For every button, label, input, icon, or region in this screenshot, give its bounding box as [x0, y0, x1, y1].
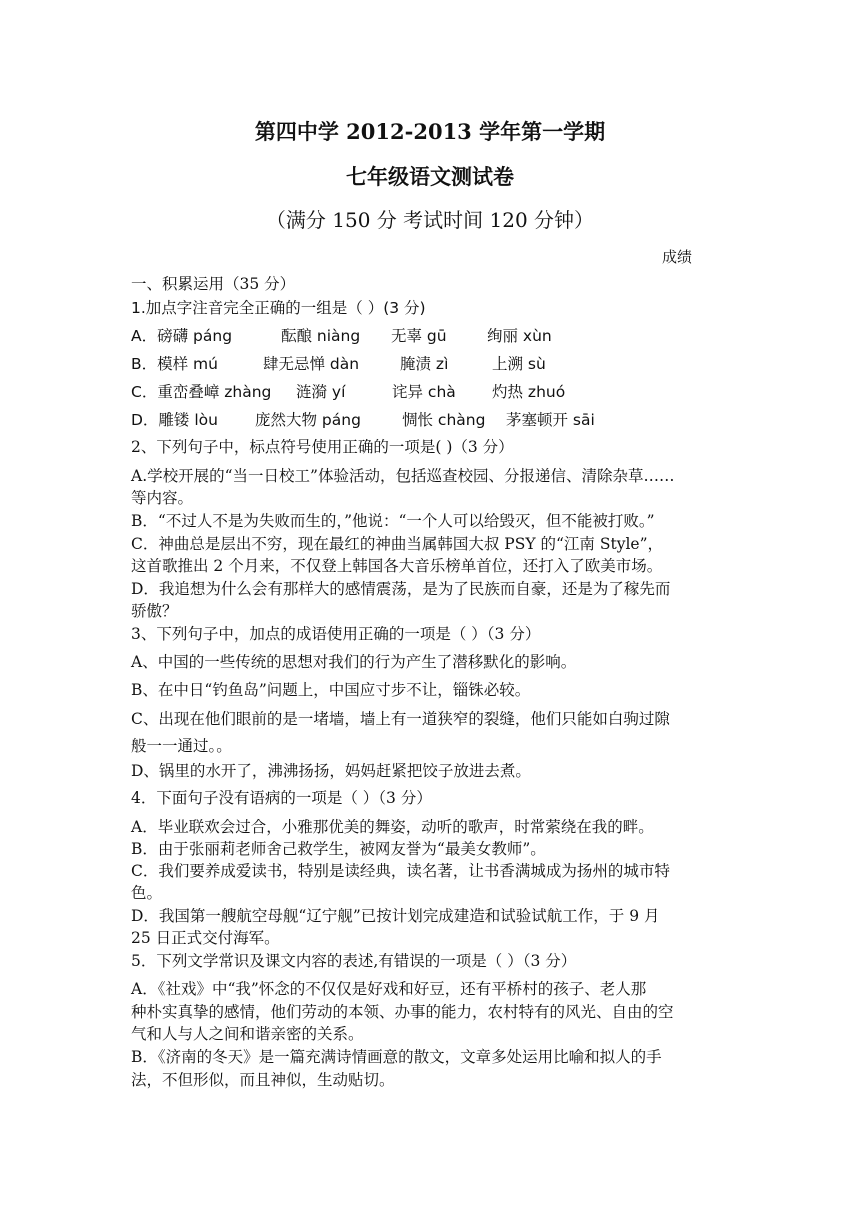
- exam-title: 七年级语文测试卷: [346, 164, 514, 189]
- question-3-option-c-line2: 般一一通过。。: [131, 737, 232, 755]
- option-term: 涟漪 yí: [296, 383, 346, 401]
- question-5-stem: 5．下列文学常识及课文内容的表述,有错误的一项是（ ）（3 分）: [131, 952, 577, 970]
- question-5-option-a-line1: A．《社戏》中“我”怀念的不仅仅是好戏和好豆，还有平桥村的孩子、老人那: [131, 980, 647, 998]
- score-time: （满分 150 分 考试时间 120 分钟）: [265, 208, 595, 232]
- question-2-option-a-line1: A.学校开展的“当一日校工”体验活动，包括巡查校园、分报递信、清除杂草……: [131, 467, 675, 485]
- question-5-option-b-line1: B．《济南的冬天》是一篇充满诗情画意的散文，文章多处运用比喻和拟人的手: [131, 1048, 662, 1066]
- section-heading: 一、积累运用（35 分）: [131, 275, 296, 293]
- question-2-option-c-line2: 这首歌推出 2 个月来，不仅登上韩国各大音乐榜单首位，还打入了欧美市场。: [131, 557, 663, 575]
- question-4-stem: 4．下面句子没有语病的一项是（ ）（3 分）: [131, 789, 432, 807]
- question-3-stem: 3、下列句子中，加点的成语使用正确的一项是（ ）（3 分）: [131, 625, 541, 643]
- option-term: B．模样 mú: [131, 355, 218, 373]
- question-5-option-a-line2: 种朴实真挚的感情，他们劳动的本领、办事的能力，农村特有的风光、自由的空: [131, 1003, 674, 1021]
- question-2-option-a-line2: 等内容。: [131, 489, 194, 507]
- option-term: 上溯 sù: [492, 355, 546, 373]
- question-2-option-b: B．“不过人不是为失败而生的，”他说：“一个人可以给毁灭，但不能被打败。”: [131, 512, 655, 530]
- question-2-stem: 2、下列句子中，标点符号使用正确的一项是( )（3 分）: [131, 438, 514, 456]
- option-term: 肆无忌惮 dàn: [263, 355, 360, 373]
- option-term: 灼热 zhuó: [492, 383, 566, 401]
- question-4-option-b: B．由于张丽莉老师舍己救学生，被网友誉为“最美女教师”。: [131, 840, 546, 858]
- question-4-option-a: A．毕业联欢会过合，小雅那优美的舞姿，动听的歌声，时常萦绕在我的畔。: [131, 818, 654, 836]
- question-1-option-c: [131, 381, 565, 403]
- option-term: 诧异 chà: [392, 383, 456, 401]
- question-4-option-c-line1: C．我们要养成爱读书，特别是读经典，读名著，让书香满城成为扬州的城市特: [131, 862, 670, 880]
- question-3-option-d: D、锅里的水开了，沸沸扬扬，妈妈赶紧把饺子放进去煮。: [131, 762, 531, 780]
- option-term: A．磅礴 páng: [131, 327, 233, 345]
- question-1-option-a: [131, 325, 552, 347]
- question-1-option-d: [131, 409, 595, 431]
- school-title: 第四中学 2012-2013 学年第一学期: [254, 119, 606, 144]
- question-1-stem: 1.加点字注音完全正确的一组是（ ）(3 分): [131, 299, 426, 317]
- question-4-option-d-line2: 25 日正式交付海军。: [131, 929, 280, 947]
- option-term: 惆怅 chàng: [402, 411, 486, 429]
- question-4-option-c-line2: 色。: [131, 884, 163, 902]
- question-2-option-d-line2: 骄傲？: [131, 602, 178, 620]
- option-term: 酝酿 niàng: [281, 327, 361, 345]
- question-5-option-b-line2: 法，不但形似，而且神似，生动贴切。: [131, 1071, 395, 1089]
- option-term: 绚丽 xùn: [487, 327, 552, 345]
- question-3-option-a: A、中国的一些传统的思想对我们的行为产生了潜移默化的影响。: [131, 653, 577, 671]
- option-term: D．雕镂 lòu: [131, 411, 218, 429]
- option-term: 茅塞顿开 sāi: [506, 411, 595, 429]
- question-2-option-d-line1: D．我追想为什么会有那样大的感情震荡，是为了民族而自豪，还是为了稼先而: [131, 580, 671, 598]
- question-3-option-b: B、在中日“钓鱼岛”问题上，中国应寸步不让，锱铢必较。: [131, 681, 531, 699]
- question-3-option-c-line1: C、出现在他们眼前的是一堵墙，墙上有一道狭窄的裂缝，他们只能如白驹过隙: [131, 710, 670, 728]
- option-term: 庞然大物 páng: [255, 411, 361, 429]
- grade-label: 成绩: [662, 248, 693, 266]
- question-1-option-b: [131, 353, 546, 375]
- question-2-option-c-line1: C．神曲总是层出不穷，现在最红的神曲当属韩国大叔 PSY 的“江南 Style”，: [131, 535, 664, 553]
- option-term: C．重峦叠嶂 zhàng: [131, 383, 272, 401]
- question-5-option-a-line3: 气和人与人之间和谐亲密的关系。: [131, 1025, 364, 1043]
- question-4-option-d-line1: D．我国第一艘航空母舰“辽宁舰”已按计划完成建造和试验试航工作，于 9 月: [131, 907, 660, 925]
- option-term: 腌渍 zì: [400, 355, 449, 373]
- option-term: 无辜 gū: [391, 327, 447, 345]
